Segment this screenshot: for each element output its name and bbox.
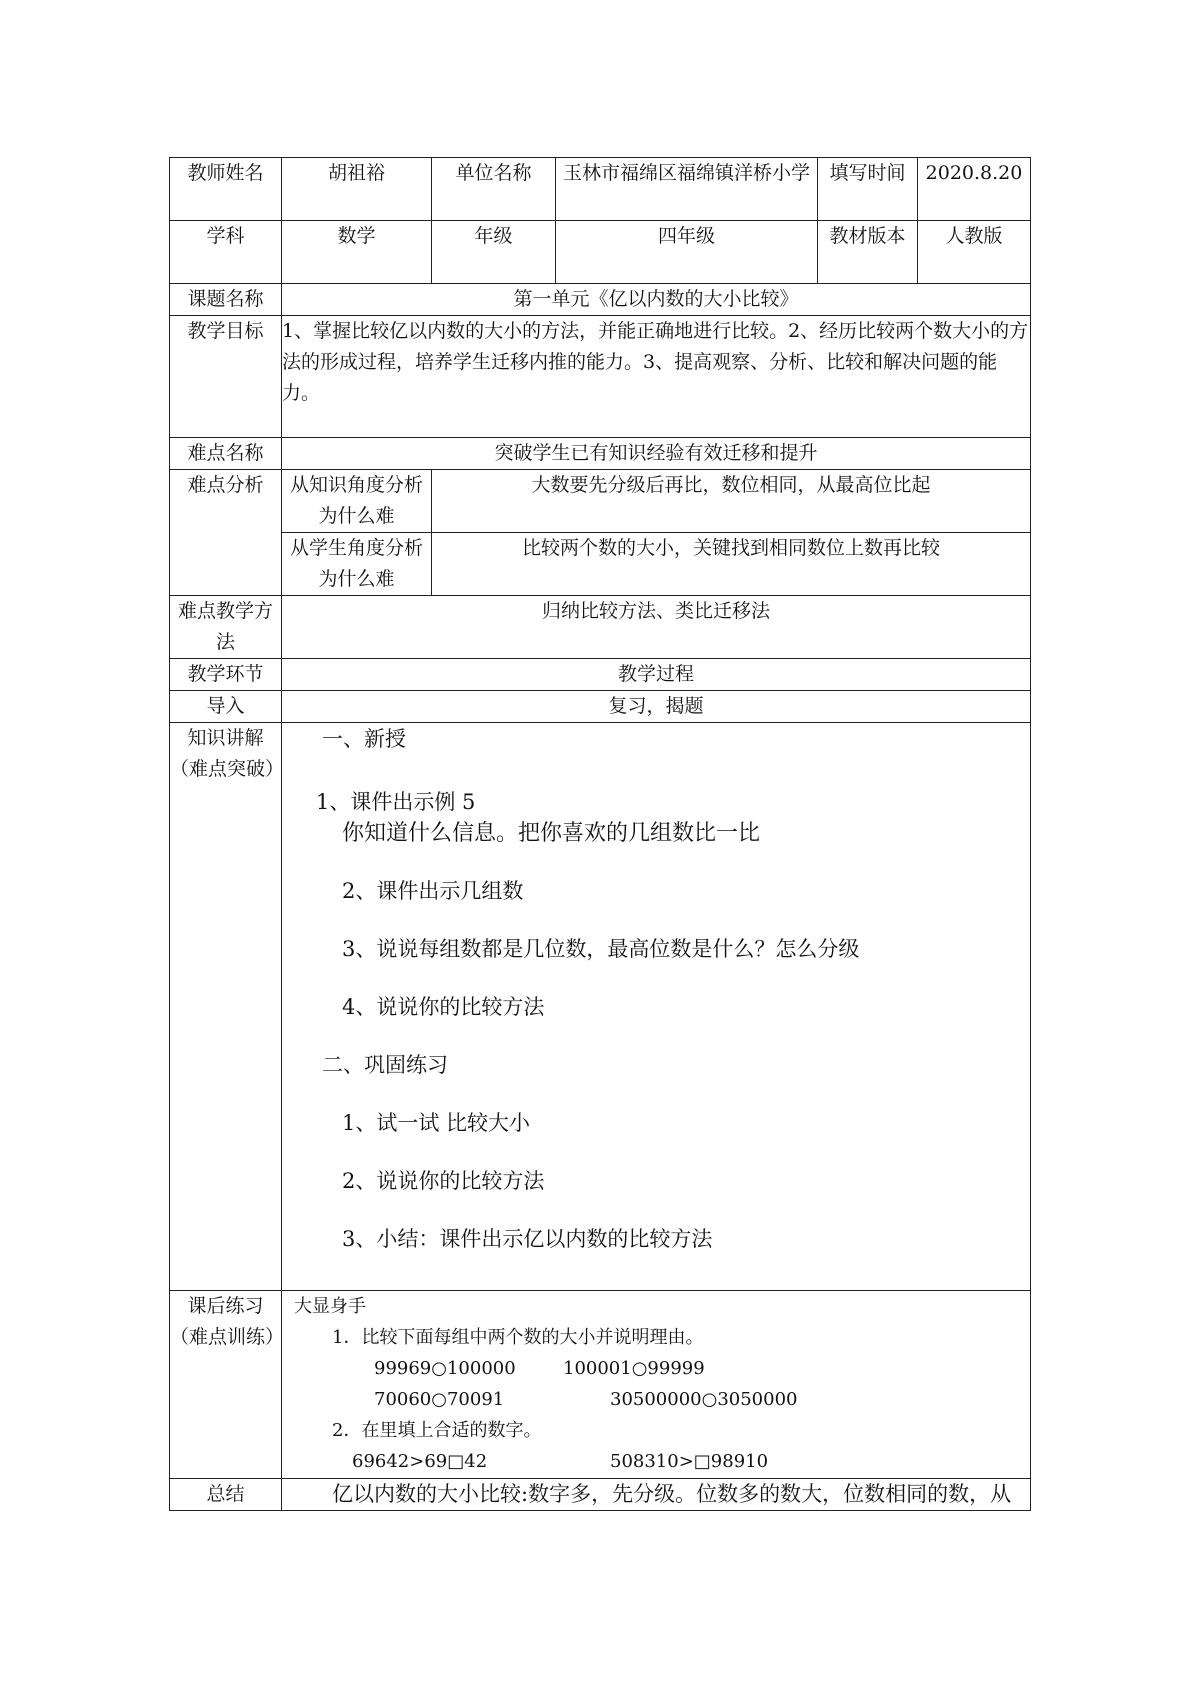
summary-text: 亿以内数的大小比较:数字多，先分级。位数多的数大，位数相同的数，从 (282, 1479, 1031, 1511)
row-homework (170, 1291, 1031, 1479)
row-subject (170, 221, 1031, 284)
row-stage (170, 659, 1031, 691)
explain-line: 一、新授 (322, 727, 406, 751)
edition-value: 人教版 (918, 221, 1031, 284)
homework-q1-row2-b: 30500000○3050000 (610, 1389, 798, 1410)
explain-line: 3、小结：课件出示亿以内数的比较方法 (342, 1227, 713, 1251)
unit-name: 玉林市福绵区福绵镇洋桥小学 (556, 158, 818, 221)
row-analysis-student (170, 533, 1031, 596)
teacher-label: 教师姓名 (170, 158, 282, 221)
stage-value: 教学过程 (282, 659, 1031, 691)
explain-line: 1、课件出示例 5 (316, 790, 476, 814)
intro-label: 导入 (170, 691, 282, 723)
analysis-knowledge-text: 大数要先分级后再比，数位相同，从最高位比起 (432, 470, 1031, 533)
difficulty-label: 难点名称 (170, 438, 282, 470)
row-topic (170, 284, 1031, 316)
analysis-student-text: 比较两个数的大小，关键找到相同数位上数再比较 (432, 533, 1031, 596)
grade-value: 四年级 (556, 221, 818, 284)
row-difficulty (170, 438, 1031, 470)
difficulty-value: 突破学生已有知识经验有效迁移和提升 (282, 438, 1031, 470)
intro-value: 复习，揭题 (282, 691, 1031, 723)
homework-content (282, 1291, 1031, 1479)
date-value: 2020.8.20 (918, 158, 1031, 221)
explain-line: 3、说说每组数都是几位数，最高位数是什么？怎么分级 (342, 937, 860, 961)
homework-label: 课后练习（难点训练） (170, 1291, 282, 1479)
subject-label: 学科 (170, 221, 282, 284)
analysis-student-label: 从学生角度分析为什么难 (282, 533, 432, 596)
analysis-label: 难点分析 (170, 470, 282, 596)
explain-line: 二、巩固练习 (322, 1053, 448, 1077)
homework-q2-b: 508310>□98910 (610, 1451, 769, 1472)
topic-value: 第一单元《亿以内数的大小比较》 (282, 284, 1031, 316)
homework-q2: 2．在里填上合适的数字。 (332, 1420, 542, 1441)
date-label: 填写时间 (818, 158, 918, 221)
explain-line: 1、试一试 比较大小 (342, 1111, 531, 1135)
homework-title: 大显身手 (294, 1296, 366, 1317)
explain-line: 2、说说你的比较方法 (342, 1169, 545, 1193)
homework-q1: 1．比较下面每组中两个数的大小并说明理由。 (332, 1327, 704, 1348)
row-explain (170, 723, 1031, 1291)
subject-value: 数学 (282, 221, 432, 284)
homework-q1-row2-a: 70060○70091 (374, 1389, 505, 1410)
row-summary (170, 1479, 1031, 1511)
explain-label: 知识讲解（难点突破） (170, 723, 282, 1291)
unit-label: 单位名称 (432, 158, 556, 221)
topic-label: 课题名称 (170, 284, 282, 316)
edition-label: 教材版本 (818, 221, 918, 284)
summary-label: 总结 (170, 1479, 282, 1511)
explain-line: 2、课件出示几组数 (342, 879, 524, 903)
row-teacher (170, 158, 1031, 221)
lesson-plan-table (169, 157, 1031, 1511)
homework-q1-row1-b: 100001○99999 (563, 1358, 705, 1379)
homework-q2-a: 69642>69□42 (352, 1451, 488, 1472)
goal-text: 1、掌握比较亿以内数的大小的方法，并能正确地进行比较。2、经历比较两个数大小的方法的形成过程，培养学生迁移内推的能力。3、提高观察、分析、比较和解决问题的能力。 (282, 316, 1031, 438)
goal-label: 教学目标 (170, 316, 282, 438)
explain-line: 你知道什么信息。把你喜欢的几组数比一比 (342, 821, 761, 846)
method-label: 难点教学方法 (170, 596, 282, 659)
grade-label: 年级 (432, 221, 556, 284)
homework-q1-row1-a: 99969○100000 (374, 1358, 516, 1379)
row-goal (170, 316, 1031, 438)
explain-line: 4、说说你的比较方法 (342, 995, 545, 1019)
row-intro (170, 691, 1031, 723)
teacher-name: 胡祖裕 (282, 158, 432, 221)
analysis-knowledge-label: 从知识角度分析为什么难 (282, 470, 432, 533)
method-value: 归纳比较方法、类比迁移法 (282, 596, 1031, 659)
row-analysis-knowledge (170, 470, 1031, 533)
stage-label: 教学环节 (170, 659, 282, 691)
row-method (170, 596, 1031, 659)
explain-content (282, 723, 1031, 1291)
